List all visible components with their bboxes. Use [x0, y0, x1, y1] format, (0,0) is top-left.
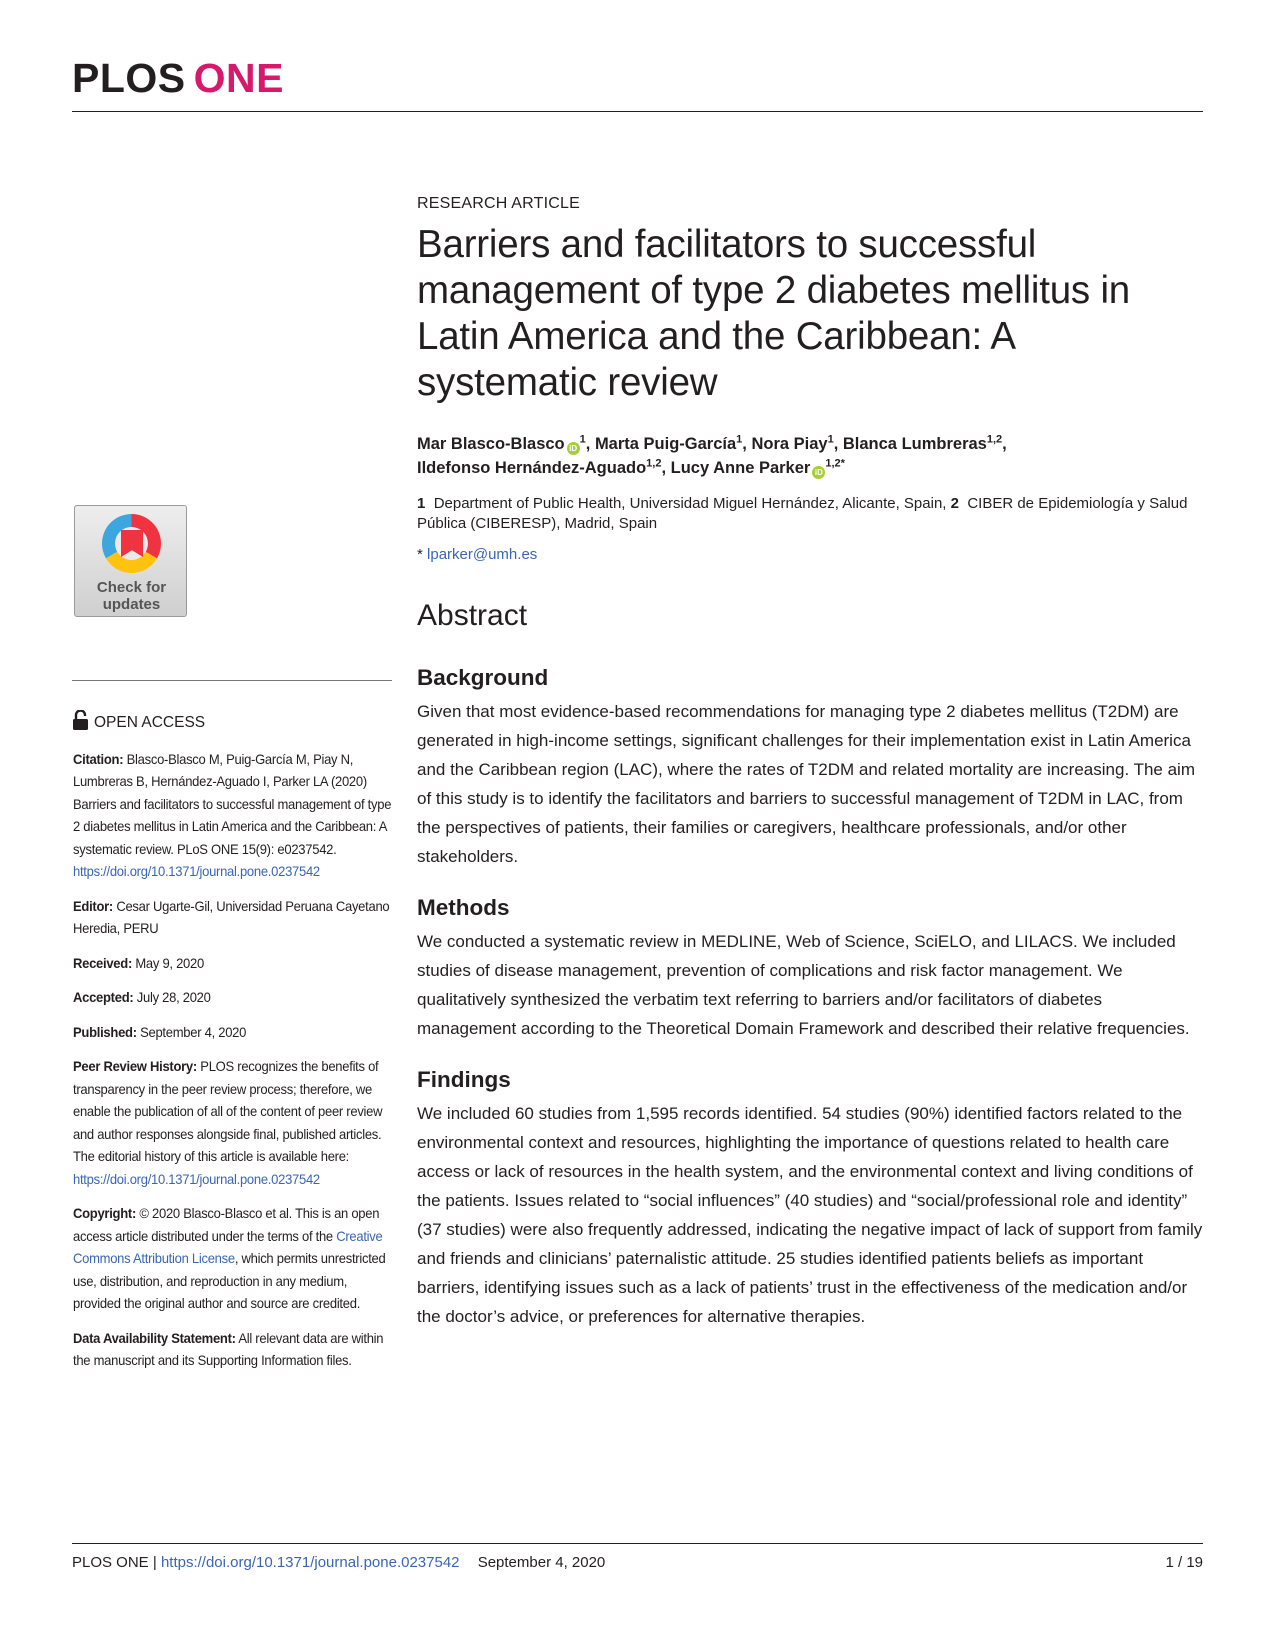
footer-divider [72, 1543, 1203, 1544]
logo-one: ONE [193, 55, 284, 101]
received-date: Received: May 9, 2020 [73, 954, 204, 971]
affiliations: 1 Department of Public Health, Universidad Miguel Hernández, Alicante, Spain, 2 CIBER de Epidemiología y Salud Pública (CIBERESP), Madrid, Spain [417, 495, 1188, 532]
author-affiliation-sup: 1 [736, 433, 743, 446]
orcid-icon[interactable]: iD [812, 466, 825, 479]
data-availability: Data Availability Statement: All relevant data are within the manuscript and its Supporting Information files. [73, 1329, 384, 1368]
footer-date: September 4, 2020 [477, 1554, 606, 1571]
logo-plos: PLOS [72, 55, 186, 101]
check-for-updates-badge[interactable] [74, 505, 187, 617]
editor: Editor: Cesar Ugarte-Gil, Universidad Peruana Cayetano Heredia, PERU [73, 897, 390, 936]
page-footer [72, 1554, 1203, 1571]
header-divider [72, 111, 1203, 112]
abstract-heading: Abstract [417, 599, 528, 632]
copyright: Copyright: © 2020 Blasco-Blasco et al. This is an open access article distributed under the terms of the Creative Commons Attribution License, which permits unrestricted use, distribution, and reproduction in any medium, provided the original author and source are credited. [73, 1205, 386, 1311]
section-text-background: Given that most evidence-based recommendations for managing type 2 diabetes mellitus (T2DM) are generated in high-income settings, significant challenges for their implementation exist in Latin America and the Caribbean region (LAC), where the rates of T2DM and related mortality are increasing. The aim of this study is to identify the facilitators and barriers to successful management of T2DM in LAC, from the perspectives of patients, their families or caregivers, healthcare professionals, and/or other stakeholders. [417, 702, 1195, 866]
footer-doi-link[interactable]: https://doi.org/10.1371/journal.pone.0237542 [160, 1554, 460, 1571]
peer-review-history: Peer Review History: PLOS recognizes the benefits of transparency in the peer review process; therefore, we enable the publication of all of the content of peer review and author responses alongside final, published articles. The editorial history of this article is available here: https://doi.org/10.1371/journal.pone.0237542 [73, 1058, 383, 1187]
license-link[interactable]: Creative Commons Attribution License [73, 1227, 383, 1266]
author-affiliation-sup: 1,2 [646, 457, 662, 470]
citation-doi-link[interactable]: https://doi.org/10.1371/journal.pone.0237542 [73, 863, 320, 879]
author-name[interactable]: Lucy Anne Parker [670, 459, 811, 477]
orcid-icon[interactable]: iD [567, 442, 580, 455]
article-title: Barriers and facilitators to successful management of type 2 diabetes mellitus in Latin America and the Caribbean: A systematic review [417, 223, 1131, 404]
author-affiliation-sup: 1 [579, 433, 586, 446]
crossmark-label: Check for updates [96, 579, 167, 613]
author-affiliation-sup: 1 [827, 433, 834, 446]
journal-logo[interactable] [72, 55, 284, 101]
page-number: 1 / 19 [1165, 1554, 1203, 1571]
author-name[interactable]: Mar Blasco-Blasco [417, 435, 565, 453]
accepted-date: Accepted: July 28, 2020 [73, 989, 211, 1005]
author-name[interactable]: Nora Piay [751, 435, 828, 453]
section-heading-findings: Findings [417, 1067, 511, 1092]
article-type: RESEARCH ARTICLE [417, 195, 580, 212]
email-link[interactable]: lparker@umh.es [427, 546, 538, 563]
author-list: Mar Blasco-Blasco $iD^1$, Marta Puig-García$^1$, Nora Piay$^1$, Blanca Lumbreras$^{1,2}$, Ildefonso Hernández-Aguado$^{1,2}$, Lucy Anne Parker $iD^{1,2*}$ [417, 433, 1007, 477]
open-access: OPEN ACCESS [73, 710, 393, 738]
author-name[interactable]: Ildefonso Hernández-Aguado [417, 459, 647, 477]
author-affiliation-sup: 1,2 [986, 433, 1003, 446]
corresponding-email: * lparker@umh.es [417, 546, 538, 563]
footer-journal: PLOS ONE | [72, 1554, 157, 1571]
sidebar-divider [72, 680, 392, 681]
author-name[interactable]: Marta Puig-García [594, 435, 737, 453]
author-affiliation-sup: 1,2* [825, 457, 845, 470]
sidebar [73, 710, 393, 1384]
open-lock-icon [73, 710, 88, 738]
published-date: Published: September 4, 2020 [73, 1023, 247, 1040]
author-name[interactable]: Blanca Lumbreras [842, 435, 987, 453]
section-text-methods: We conducted a systematic review in MEDLINE, Web of Science, SciELO, and LILACS. We included studies of disease management, prevention of complications and risk factor management. We qualitatively synthesized the verbatim text referring to barriers and/or facilitators of diabetes management according to the Theoretical Domain Framework and described their relative frequencies. [417, 932, 1190, 1038]
section-heading-background: Background [417, 665, 549, 690]
peer-review-link[interactable]: https://doi.org/10.1371/journal.pone.0237542 [73, 1170, 320, 1187]
main-content [417, 195, 1203, 1331]
section-text-findings: We included 60 studies from 1,595 records identified. 54 studies (90%) identified factors related to the environmental context and resources, highlighting the importance of questions related to health care access or lack of resources in the health system, and the environmental context and living conditions of the patients. Issues related to “social influences” (40 studies) and “social/professional role and identity” (37 studies) were also frequently addressed, indicating the negative impact of lack of support from family and friends and clinicians’ paternalistic attitude. 25 studies identified patients beliefs as important barriers, identifying issues such as a lack of patients’ trust in the effectiveness of the medication and/or the doctor’s advice, or preferences for alternative therapies. [417, 1104, 1203, 1326]
section-heading-methods: Methods [417, 895, 510, 920]
citation: Citation: Blasco-Blasco M, Puig-García M, Piay N, Lumbreras B, Hernández-Aguado I, Parker LA (2020) Barriers and facilitators to successful management of type 2 diabetes mellitus in Latin America and the Caribbean: A systematic review. PLoS ONE 15(9): e0237542. https://doi.org/10.1371/journal.pone.0237542 [73, 750, 392, 879]
